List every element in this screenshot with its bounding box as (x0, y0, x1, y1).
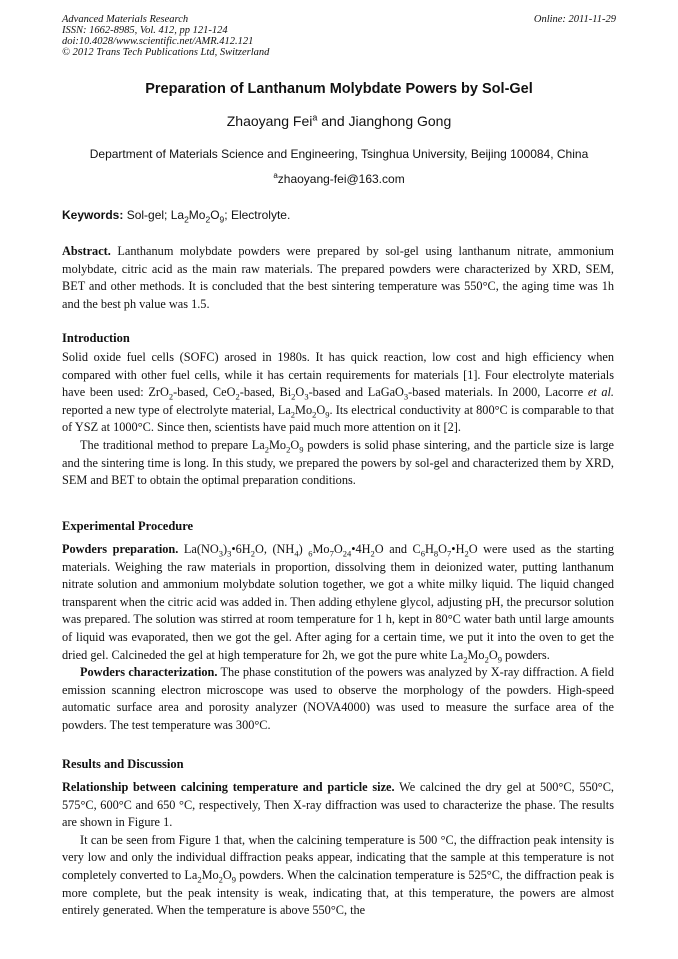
journal-name: Advanced Materials Research (62, 14, 189, 25)
authors: Zhaoyang Fei$^a$ and Jianghong Gong (226, 112, 452, 129)
paper-title: Preparation of Lanthanum Molybdate Powers by Sol-Gel (145, 81, 533, 97)
doi: doi:10.4028/www.scientific.net/AMR.412.121 (62, 36, 254, 47)
results-body: Relationship between calcining temperature and particle size. We calcined the dry gel at 500°C, 550°C, 575°C, 600°C and 650 °C, respectively, Then X-ray diffraction was used to characterize the phase. The results are shown in Figure 1. It can be seen from Figure 1 that, when the calcining temperature is 500 °C, the diffraction peak intensity is very low and only the individual diffraction peaks appear, indicating that the sample at this temperature is not completely converted to $La_2Mo_2O_9$ powders. When the calcination temperature is 525°C, the diffraction peak is more complete, but the peak intensity is weak, indicating that, at this temperature, the powers are almost entirely generated. When the temperature is above 550°C, the (62, 780, 614, 918)
copyright: © 2012 Trans Tech Publications Ltd, Switzerland (62, 47, 270, 58)
heading-experimental: Experimental Procedure (62, 519, 194, 533)
keywords: Keywords: Sol-gel; $La_2Mo_2O_9$; Electrolyte. (62, 208, 291, 225)
online-date: Online: 2011-11-29 (533, 14, 616, 25)
heading-introduction: Introduction (62, 331, 130, 345)
affiliation: Department of Materials Science and Engineering, Tsinghua University, Beijing 100084, China (89, 147, 589, 161)
email: $^a$zhaoyang-fei@163.com (273, 171, 405, 186)
experimental-body: Powders preparation. $La(NO_3)_3•6H_2O$, $(NH_4)$ $_6Mo_7O_{24}•4H_2O$ and $C_6H_8O_7•H_2O$ were used as the starting materials. Weighing the raw materials in proportion, dissolving them in deionized water, putting lanthanum nitrate solution and ammonium molybdate solution together, we got a white milky liquid. The liquid changed transparent when the citric acid was added in. Then adding ethylene glycol, adjusting pH, the precursor solution was prepared. The solution was stirred at room temperature for 1 h, kept in 80°C water bath until large amounts of liquid was evaporated, then we got the gel. After aging for a certain time, we put it into the oven to get the dried gel. Calcineded the gel at high temperature for 2h, we got the pure white $La_2Mo_2O_9$ powders. Powders characterization. The phase constitution of the powers was analyzed by X-ray diffraction. A field emission scanning electron microscope was used to observe the morphology of the powders. High-speed automatic surface area and porosity analyzer (NOVA4000) was used to measure the surface area of the powders. The test temperature was 300°C. (62, 542, 614, 732)
journal-header (62, 14, 269, 58)
introduction-body: Solid oxide fuel cells (SOFC) arosed in 1980s. It has quick reaction, low cost and high efficiency when compared with other fuel cells, while it has certain requirements for materials [1]. Four electrolyte materials have been used: ZrO$_2$-based, CeO$_2$-based, $Bi_2O_3$-based and LaGaO$_3$-based materials. In 2000, Lacorre et al. reported a new type of electrolyte material, $La_2Mo_2O_9$. Its electrical conductivity at 800°C is comparable to that of YSZ at 1000°C. Since then, scientists have paid much more attention on it [2]. The traditional method to prepare $La_2Mo_2O_9$ powders is solid phase sintering, and the particle size is large and the sintering time is long. In this study, we prepared the powers by sol-gel and characterized them by XRD, SEM and BET to obtain the optimal preparation conditions. (62, 350, 614, 488)
issn: ISSN: 1662-8985, Vol. 412, pp 121-124 (62, 25, 228, 36)
abstract: Abstract. Lanthanum molybdate powders were prepared by sol-gel using lanthanum nitrate, ammonium molybdate, citric acid as the main raw materials. The prepared powders were characterized by XRD, SEM, BET and other methods. It is concluded that the best sintering temperature was 550°C, the aging time was 1h and the best ph value was 1.5. (62, 244, 614, 311)
heading-results: Results and Discussion (62, 757, 184, 771)
